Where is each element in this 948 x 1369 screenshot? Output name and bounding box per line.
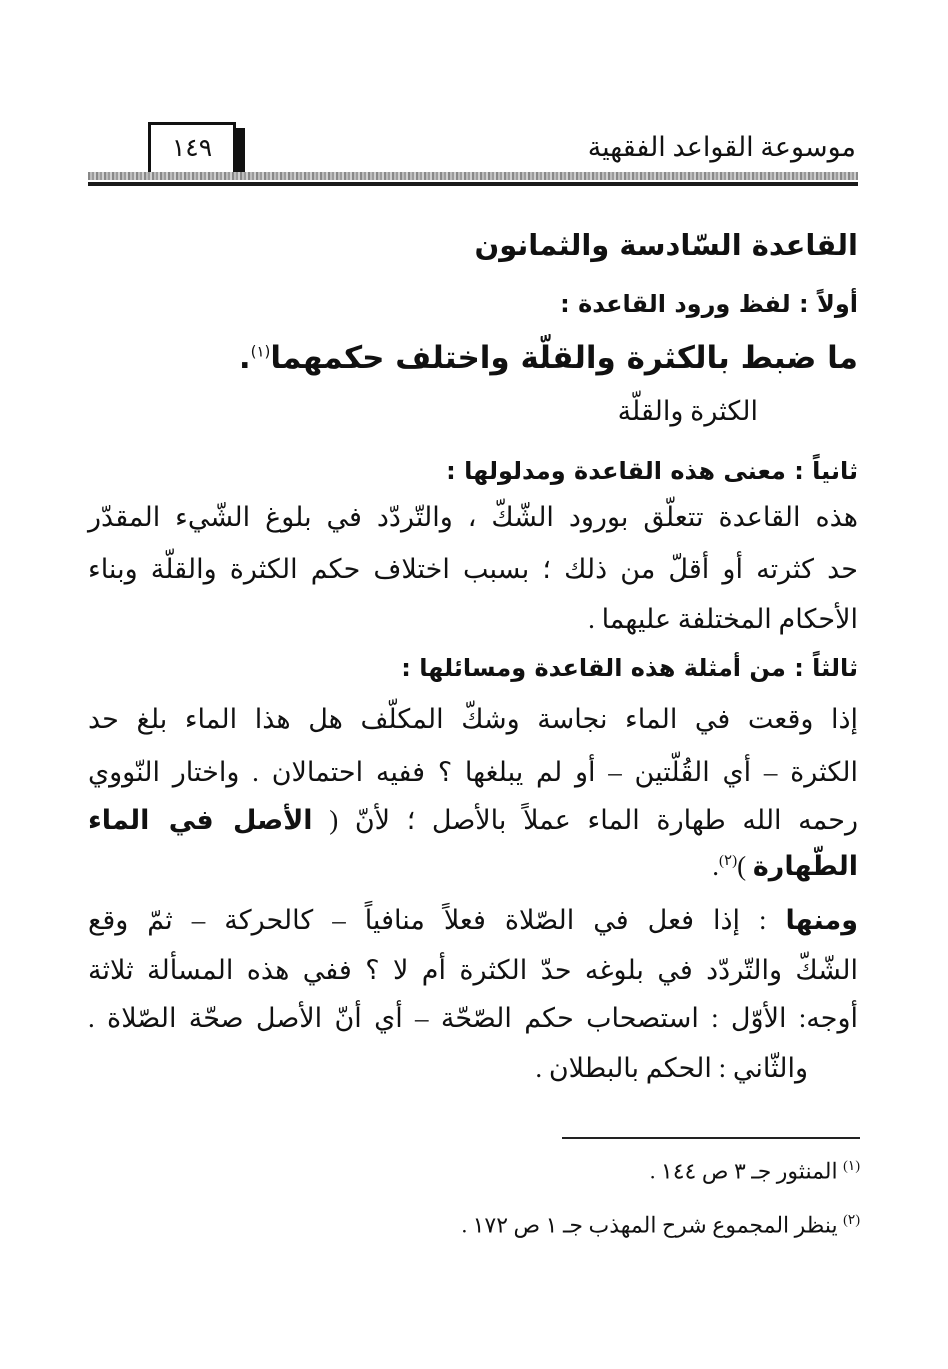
example1-line-2: الكثرة – أي القُلّتين – أو لم يبلغها ؟ ففيه احتمالان . واختار النّووي [88, 757, 858, 787]
footnote-ref-1: (١) [250, 342, 271, 361]
example2-line-1-text: : إذا فعل في الصّلاة فعلاً منافياً – كالحركة – ثمّ وقع [88, 905, 786, 935]
rule-text-line [239, 340, 858, 376]
example1-close: ) [737, 851, 753, 881]
example1-bold-b: الطّهارة [752, 851, 858, 882]
footnote-2 [462, 1212, 860, 1238]
section2-heading: ثانياً : معنى هذه القاعدة ومدلولها : [446, 457, 858, 485]
section2-line-3: الأحكام المختلفة عليهما . [588, 604, 858, 634]
rule-alt-wording: الكثرة والقلّة [617, 396, 758, 426]
footnote-1-marker: (١) [843, 1159, 860, 1174]
example1-end: . [712, 851, 720, 881]
example2-line-4: والثّاني : الحكم بالبطلان . [535, 1053, 808, 1083]
header-rule-band [88, 172, 858, 180]
footnote-2-marker: (٢) [843, 1213, 860, 1228]
footnote-1 [650, 1158, 860, 1184]
footnote-ref-2: (٢) [719, 853, 738, 869]
example1-bold-a: الأصل في الماء [88, 805, 313, 836]
page-number: ١٤٩ [171, 133, 213, 162]
rule-heading: القاعدة السّادسة والثمانون [474, 228, 858, 262]
footnote-1-text: المنثور جـ ٣ ص ١٤٤ . [649, 1158, 838, 1184]
example1-line-1: إذا وقعت في الماء نجاسة وشكّ المكلّف هل هذا الماء بلغ حد [88, 704, 858, 734]
example2-line-3: أوجه: الأوّل : استصحاب حكم الصّحّة – أي أنّ الأصل صحّة الصّلاة . [88, 1003, 858, 1033]
section3-heading: ثالثاً : من أمثلة هذه القاعدة ومسائلها : [401, 654, 858, 682]
example2-line-2: الشّكّ والتّردّد في بلوغه حدّ الكثرة أم لا ؟ ففي هذه المسألة ثلاثة [88, 955, 858, 985]
footnote-2-text: ينظر المجموع شرح المهذب جـ ١ ص ١٧٢ . [461, 1212, 838, 1238]
example1-line-3-text: رحمه الله طهارة الماء عملاً بالأصل ؛ لأنّ ( [329, 805, 858, 835]
section2-line-1: هذه القاعدة تتعلّق بورود الشّكّ ، والتّردّد في بلوغ الشّيء المقدّر [88, 502, 858, 532]
example1-line-4 [712, 851, 858, 882]
section2-line-2: حد كثرته أو أقلّ من ذلك ؛ بسبب اختلاف حكم الكثرة والقلّة وبناء [88, 554, 858, 584]
footnote-separator [562, 1137, 860, 1139]
rule-text: ما ضبط بالكثرة والقلّة واختلف حكمهما [270, 340, 858, 376]
section1-heading: أولاً : لفظ ورود القاعدة : [560, 290, 858, 318]
book-title: موسوعة القواعد الفقهية [587, 132, 856, 162]
example2-line-1 [88, 905, 858, 936]
header-rule-line [88, 182, 858, 186]
example2-lead: ومنها [785, 905, 858, 936]
page-number-box [148, 122, 236, 176]
example1-line-3 [88, 805, 858, 836]
rule-text-end: . [238, 340, 251, 376]
